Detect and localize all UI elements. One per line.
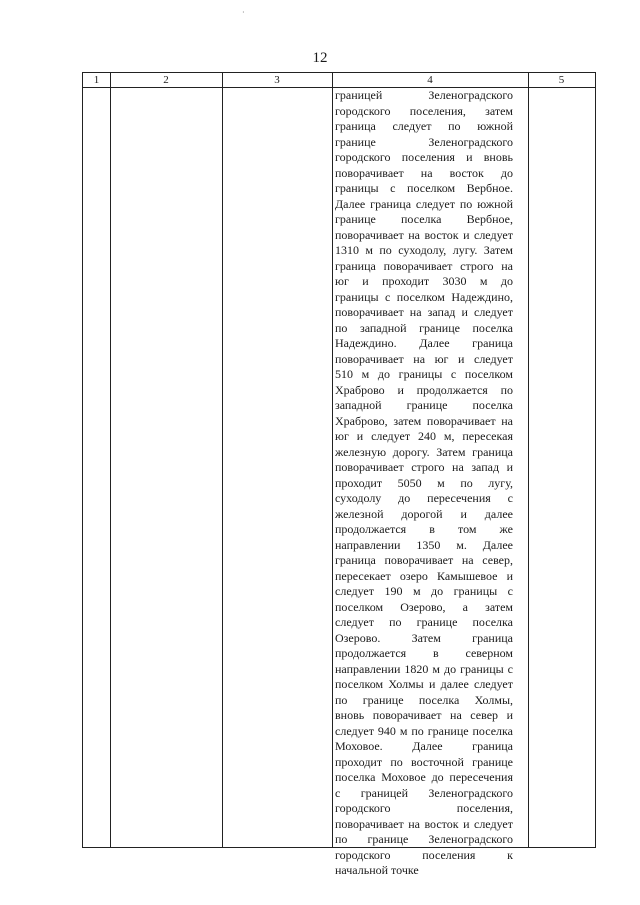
description-line: поворачивает строго на запад и bbox=[335, 460, 513, 474]
description-line: городского поселения к bbox=[335, 847, 513, 862]
description-line: с границей Зеленоградского bbox=[335, 785, 513, 800]
description-line: границы с поселком Надеждино, bbox=[335, 289, 513, 304]
description-line: продолжается в северном bbox=[335, 646, 513, 660]
description-line: следует 190 м до границы с bbox=[335, 584, 513, 598]
header-col-3: 3 bbox=[274, 74, 280, 86]
header-col-1: 1 bbox=[93, 74, 100, 86]
column-divider bbox=[528, 73, 529, 847]
description-line: граница следует по южной bbox=[335, 119, 513, 133]
description-line: поворачивает на восток и следует bbox=[335, 227, 513, 242]
description-line: направлении 1820 м до границы с bbox=[335, 661, 513, 676]
description-line: граница поворачивает на север, bbox=[335, 553, 513, 567]
description-line: следует по границе поселка bbox=[335, 615, 513, 629]
description-line: городского поселения и вновь bbox=[335, 150, 513, 164]
description-line: поселка Моховое до пересечения bbox=[335, 770, 513, 784]
description-line: 510 м до границы с поселком bbox=[335, 367, 513, 381]
boundary-table bbox=[82, 72, 596, 877]
description-line: направлении 1350 м. Далее bbox=[335, 537, 513, 552]
boundary-description-cell bbox=[335, 88, 513, 879]
table-header-row bbox=[83, 73, 595, 88]
description-line: границей Зеленоградского bbox=[335, 88, 513, 102]
description-line: по западной границе поселка bbox=[335, 320, 513, 335]
description-line: поворачивает на юг и следует bbox=[335, 351, 513, 366]
description-line: границы с поселком Вербное. bbox=[335, 181, 513, 195]
description-line: границе Зеленоградского bbox=[335, 134, 513, 149]
description-line: поселком Холмы и далее следует bbox=[335, 677, 513, 691]
description-line: Храброво и продолжается по bbox=[335, 382, 513, 397]
description-line: границе поселка Вербное, bbox=[335, 212, 513, 226]
column-divider bbox=[110, 73, 111, 847]
description-line: Далее граница следует по южной bbox=[335, 196, 513, 211]
description-line: поворачивает на восток до bbox=[335, 165, 513, 180]
description-line: Озерово. Затем граница bbox=[335, 630, 513, 645]
column-divider bbox=[222, 73, 223, 847]
header-col-4: 4 bbox=[427, 74, 433, 86]
description-line: городского поселения, bbox=[335, 801, 513, 815]
description-line: следует 940 м по границе поселка bbox=[335, 723, 513, 738]
description-line: юг и проходит 3030 м до bbox=[335, 274, 513, 288]
description-line: железной дорогой и далее bbox=[335, 506, 513, 521]
description-line: поворачивает на восток и следует bbox=[335, 816, 513, 831]
description-line: городского поселения, затем bbox=[335, 103, 513, 118]
description-line: пересекает озеро Камышевое и bbox=[335, 568, 513, 583]
description-line: Храброво, затем поворачивает на bbox=[335, 413, 513, 428]
description-line: проходит 5050 м по лугу, bbox=[335, 475, 513, 490]
description-line: продолжается в том же bbox=[335, 522, 513, 536]
description-line: железную дорогу. Затем граница bbox=[335, 444, 513, 459]
description-line: поселком Озерово, а затем bbox=[335, 599, 513, 614]
description-line: вновь поворачивает на север и bbox=[335, 708, 513, 722]
description-line: суходолу до пересечения с bbox=[335, 491, 513, 505]
description-line: начальной точке bbox=[335, 863, 419, 877]
description-line: по границе Зеленоградского bbox=[335, 832, 513, 846]
description-line: граница поворачивает строго на bbox=[335, 258, 513, 273]
header-col-5: 5 bbox=[558, 74, 565, 86]
description-line: по границе поселка Холмы, bbox=[335, 692, 513, 707]
description-line: проходит по восточной границе bbox=[335, 754, 513, 769]
header-col-2: 2 bbox=[163, 74, 169, 86]
description-line: поворачивает на запад и следует bbox=[335, 305, 513, 319]
description-line: юг и следует 240 м, пересекая bbox=[335, 429, 513, 443]
description-line: Моховое. Далее граница bbox=[335, 739, 513, 753]
description-line: 1310 м по суходолу, лугу. Затем bbox=[335, 243, 513, 257]
scan-mark: · bbox=[242, 8, 245, 17]
description-line: Надеждино. Далее граница bbox=[335, 336, 513, 350]
description-line: западной границе поселка bbox=[335, 398, 513, 412]
column-divider bbox=[332, 73, 333, 847]
page-number: 12 bbox=[312, 50, 328, 66]
